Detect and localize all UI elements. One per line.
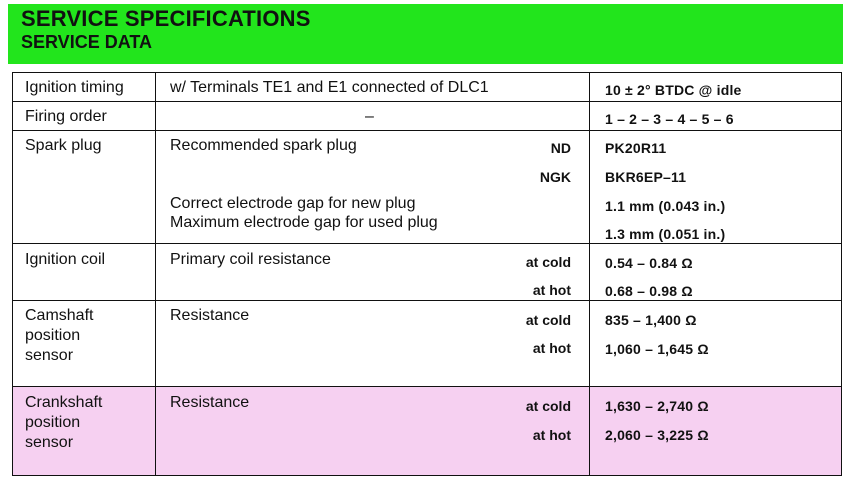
item-spark-plug: Spark plug: [25, 137, 102, 154]
condition-firing-order: –: [365, 108, 374, 125]
item-ignition-timing: Ignition timing: [25, 79, 124, 96]
condition-recommended-plug: Recommended spark plug: [170, 137, 357, 154]
row-divider: [13, 101, 841, 102]
item-crankshaft-line2: position: [25, 414, 81, 431]
sub-crank-cold: at cold: [525, 398, 571, 414]
value-nd: PK20R11: [605, 140, 667, 156]
row-divider: [13, 386, 841, 387]
column-divider: [155, 73, 156, 475]
value-coil-cold: 0.54 – 0.84 Ω: [605, 255, 693, 271]
condition-gap-used: Maximum electrode gap for used plug: [170, 214, 438, 231]
value-gap-new: 1.1 mm (0.043 in.): [605, 198, 726, 214]
item-firing-order: Firing order: [25, 108, 107, 125]
spec-table: [12, 72, 842, 476]
value-crank-cold: 1,630 – 2,740 Ω: [605, 398, 709, 414]
sub-ngk: NGK: [539, 169, 571, 185]
item-ignition-coil: Ignition coil: [25, 251, 106, 268]
condition-primary-coil: Primary coil resistance: [170, 251, 331, 268]
sub-cam-cold: at cold: [525, 312, 571, 328]
value-ignition-timing: 10 ± 2° BTDC @ idle: [605, 82, 742, 98]
condition-crankshaft: Resistance: [170, 394, 250, 411]
value-firing-order: 1 – 2 – 3 – 4 – 5 – 6: [605, 111, 734, 127]
column-divider: [589, 73, 590, 475]
condition-camshaft: Resistance: [170, 307, 250, 324]
item-camshaft-line1: Camshaft: [25, 307, 94, 324]
sub-coil-cold: at cold: [525, 254, 571, 270]
value-cam-hot: 1,060 – 1,645 Ω: [605, 341, 709, 357]
sub-cam-hot: at hot: [532, 340, 571, 356]
value-gap-used: 1.3 mm (0.051 in.): [605, 226, 726, 242]
section-header: [8, 4, 843, 64]
item-crankshaft-line3: sensor: [25, 434, 74, 451]
item-camshaft-line3: sensor: [25, 347, 74, 364]
sub-coil-hot: at hot: [532, 282, 571, 298]
value-ngk: BKR6EP–11: [605, 169, 687, 185]
value-cam-cold: 835 – 1,400 Ω: [605, 312, 697, 328]
value-coil-hot: 0.68 – 0.98 Ω: [605, 283, 693, 299]
condition-gap-new: Correct electrode gap for new plug: [170, 195, 416, 212]
table-row-crankshaft-bg: [13, 387, 841, 475]
condition-ignition-timing: w/ Terminals TE1 and E1 connected of DLC1: [170, 79, 489, 96]
item-crankshaft-line1: Crankshaft: [25, 394, 103, 411]
sub-nd: ND: [550, 140, 571, 156]
row-divider: [13, 130, 841, 131]
row-divider: [13, 300, 841, 301]
value-crank-hot: 2,060 – 3,225 Ω: [605, 427, 709, 443]
page-subtitle: SERVICE DATA: [21, 32, 153, 52]
sub-crank-hot: at hot: [532, 427, 571, 443]
page-title: SERVICE SPECIFICATIONS: [21, 6, 311, 31]
item-camshaft-line2: position: [25, 327, 81, 344]
